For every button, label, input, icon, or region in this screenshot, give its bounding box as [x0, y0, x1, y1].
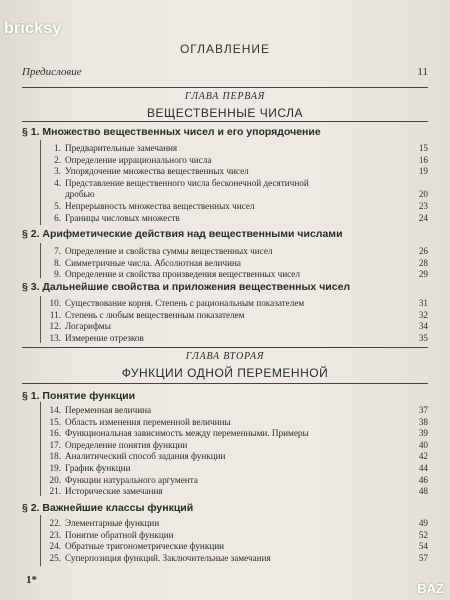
entry-number: 2.: [54, 154, 61, 165]
signature-mark: 1*: [26, 574, 37, 586]
toc-entry: [46, 530, 428, 541]
toc-entry: [46, 166, 428, 177]
entry-number: 24.: [49, 541, 61, 552]
section-bracket: [40, 402, 41, 496]
entry-number: 21.: [49, 486, 61, 497]
toc-entry: [46, 201, 428, 212]
section-bracket: [40, 296, 41, 343]
entry-page: 26: [418, 246, 428, 256]
chapter-rule-top: [22, 347, 428, 348]
entry-number: 1.: [54, 143, 61, 153]
entry-text: Определение иррационального числа: [65, 154, 212, 165]
chapter-rule-bottom: [22, 383, 428, 384]
entry-text: Суперпозиция функций. Заключительные замечания: [65, 552, 271, 563]
entry-text: Аналитический способ задания функции: [65, 451, 226, 462]
chapter-label: ГЛАВА ПЕРВАЯ: [184, 91, 266, 102]
entry-number: 13.: [49, 332, 61, 343]
entry-page: 15: [418, 143, 428, 153]
toc-entry: [46, 541, 428, 552]
section-title: § 2. Важнейшие классы функций: [22, 502, 194, 514]
entry-page: 35: [418, 332, 428, 343]
section-bracket: [40, 515, 41, 566]
toc-entry: [46, 463, 428, 474]
section-title: § 2. Арифметические действия над вещественными числами: [22, 228, 343, 240]
entry-text: Границы числовых множеств: [65, 212, 180, 223]
chapter-rule-bottom: [22, 121, 428, 122]
entry-number: 10.: [49, 298, 61, 308]
entry-text: Функциональная зависимость между переменными. Примеры: [65, 428, 309, 439]
entry-page: 19: [418, 166, 428, 177]
toc-entry: [46, 333, 428, 344]
section-title: § 1. Множество вещественных чисел и его упорядочение: [22, 126, 321, 138]
entry-page: 31: [418, 298, 428, 308]
entry-number: 12.: [49, 321, 61, 332]
entry-number: 19.: [49, 463, 61, 473]
preface-label: Предисловие: [22, 66, 82, 78]
entry-text: Обратные тригонометрические функции: [65, 541, 225, 552]
entry-text: Предварительные замечания: [65, 143, 178, 153]
entry-number: 25.: [49, 552, 61, 563]
toc-entry: [46, 475, 428, 486]
toc-entry: [46, 269, 428, 280]
entry-text: Существование корня. Степень с рациональным показателем: [65, 298, 305, 308]
entry-number: 6.: [54, 212, 61, 223]
toc-entry: [46, 178, 428, 189]
entry-text: Определение и свойства суммы вещественных чисел: [65, 246, 273, 256]
section-bracket: [40, 140, 41, 225]
entry-number: 8.: [54, 257, 61, 268]
preface-entry: [22, 66, 428, 82]
entry-page: 48: [418, 486, 428, 497]
entry-text: Представление вещественного числа бесконечной десятичной: [65, 177, 309, 188]
section-title: § 1. Понятие функции: [22, 390, 136, 402]
entry-text: Элементарные функции: [65, 518, 160, 528]
entry-page: 38: [418, 416, 428, 427]
toc-entry: [46, 298, 428, 309]
entry-text: Исторические замечания: [65, 486, 163, 497]
toc-entry: [46, 189, 428, 200]
entry-text: Логарифмы: [65, 321, 111, 332]
entry-page: 16: [418, 154, 428, 165]
entry-number: 7.: [54, 246, 61, 256]
entry-text: Измерение отрезков: [65, 332, 144, 343]
entry-page: 28: [418, 257, 428, 268]
entry-text: Непрерывность множества вещественных чисел: [65, 201, 255, 211]
toc-entry: [46, 321, 428, 332]
entry-page: 37: [418, 405, 428, 415]
toc-entry: [46, 258, 428, 269]
toc-entry: [46, 143, 428, 154]
entry-text: Степень с любым вещественным показателем: [65, 309, 245, 320]
entry-text: График функции: [65, 463, 131, 473]
toc-title: ОГЛАВЛЕНИЕ: [179, 42, 271, 56]
section-bracket: [40, 243, 41, 278]
toc-entry: [46, 518, 428, 529]
entry-number: 11.: [49, 309, 61, 320]
entry-number: 5.: [54, 201, 61, 211]
chapter-title: ФУНКЦИИ ОДНОЙ ПЕРЕМЕННОЙ: [121, 366, 329, 380]
entry-text: дробью: [65, 189, 95, 200]
toc-entry: [46, 451, 428, 462]
entry-number: 15.: [49, 416, 61, 427]
chapter-title: ВЕЩЕСТВЕННЫЕ ЧИСЛА: [147, 106, 303, 120]
entry-page: 29: [418, 269, 428, 280]
entry-number: 3.: [54, 166, 61, 177]
entry-page: 44: [418, 463, 428, 473]
toc-entry: [46, 310, 428, 321]
entry-number: 22.: [49, 518, 61, 528]
chapter-label: ГЛАВА ВТОРАЯ: [185, 351, 265, 362]
entry-page: 39: [418, 428, 428, 439]
toc-entry: [46, 213, 428, 224]
entry-number: 23.: [49, 529, 61, 540]
entry-number: 17.: [49, 439, 61, 450]
toc-entry: [46, 428, 428, 439]
entry-page: 32: [418, 309, 428, 320]
entry-text: Симметричные числа. Абсолютная величина: [65, 257, 241, 268]
entry-page: 40: [418, 439, 428, 450]
entry-number: 20.: [49, 474, 61, 485]
entry-page: 49: [418, 518, 428, 528]
entry-number: 9.: [54, 269, 61, 280]
entry-page: 52: [418, 529, 428, 540]
entry-text: Определение и свойства произведения вещественных чисел: [65, 269, 300, 280]
entry-page: 24: [418, 212, 428, 223]
watermark-logo: bricksy: [4, 20, 62, 37]
entry-page: 34: [418, 321, 428, 332]
toc-entry: [46, 405, 428, 416]
entry-page: 42: [418, 451, 428, 462]
section-title: § 3. Дальнейшие свойства и приложения вещественных чисел: [22, 281, 351, 293]
entry-page: 20: [418, 189, 428, 200]
entry-page: 46: [418, 474, 428, 485]
entry-text: Упорядочение множества вещественных чисел: [65, 166, 249, 177]
entry-text: Определение понятия функции: [65, 439, 188, 450]
entry-number: 4.: [54, 177, 61, 188]
entry-text: Функции натурального аргумента: [65, 474, 198, 485]
toc-entry: [46, 246, 428, 257]
entry-text: Область изменения переменной величины: [65, 416, 231, 427]
entry-page: 23: [418, 201, 428, 211]
preface-page: 11: [417, 66, 428, 78]
toc-entry: [46, 440, 428, 451]
entry-number: 18.: [49, 451, 61, 462]
entry-text: Переменная величина: [65, 405, 152, 415]
toc-entry: [46, 417, 428, 428]
entry-page: 54: [418, 541, 428, 552]
watermark-corner-logo: BAZ: [417, 581, 444, 596]
entry-page: 57: [418, 552, 428, 563]
toc-entry: [46, 155, 428, 166]
entry-number: 16.: [49, 428, 61, 439]
chapter-rule-top: [22, 87, 428, 88]
toc-entry: [46, 553, 428, 564]
entry-number: 14.: [49, 405, 61, 415]
toc-entry: [46, 486, 428, 497]
entry-text: Понятие обратной функции: [65, 529, 174, 540]
